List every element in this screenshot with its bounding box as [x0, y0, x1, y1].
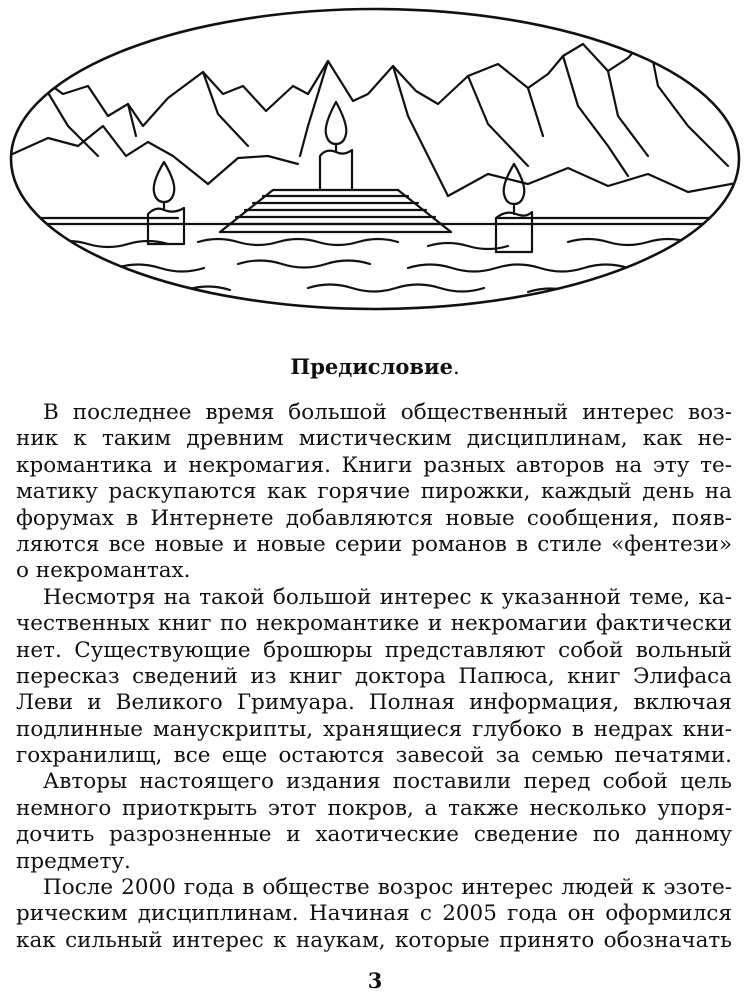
text-line: подлинные манускрипты, хранящиеся глубоко в недрах кни-	[16, 716, 732, 742]
text-line: немного приоткрыть этот покров, а также несколько упоря-	[16, 795, 732, 821]
mountains-icon	[8, 36, 742, 196]
text-line: дочить разрозненные и хаотические сведение по данному	[16, 822, 732, 848]
paragraph	[16, 400, 732, 585]
text-line: ник к таким древним мистическим дисциплинам, как не-	[16, 426, 732, 452]
text-line: форумах в Интернете добавляются новые сообщения, появ-	[16, 505, 732, 531]
text-line: В последнее время большой общественный интерес воз-	[43, 400, 732, 425]
staircase-icon	[220, 190, 451, 232]
section-title: Предисловие	[290, 354, 453, 379]
text-line: матику раскупаются как горячие пирожки, каждый день на	[16, 479, 732, 505]
illustration	[8, 6, 742, 312]
text-line: Несмотря на такой большой интерес к указанной теме, ка-	[43, 584, 732, 610]
text-line: ляются все новые и новые серии романов в стиле «фентези»	[16, 531, 732, 557]
body-text	[16, 400, 732, 954]
text-line: о некромантах.	[16, 558, 191, 584]
text-line: Леви и Великого Гримуара. Полная информация, включая	[16, 690, 732, 716]
text-line: После 2000 года в обществе возрос интерес людей к эзоте-	[43, 875, 732, 901]
text-line: предмету.	[16, 848, 131, 874]
text-line: нет. Существующие брошюры представляют собой вольный	[16, 637, 732, 663]
candle-icon	[148, 162, 184, 244]
paragraph	[16, 585, 732, 770]
page-number: 3	[367, 968, 383, 993]
text-line: как сильный интерес к наукам, которые принято обозначать	[16, 927, 732, 953]
water-waves-icon	[28, 239, 688, 296]
text-line: пересказ сведений из книг доктора Папюса, книг Элифаса	[16, 663, 732, 689]
title-period: .	[452, 355, 460, 379]
text-line: Авторы настоящего издания поставили перед собой цель	[43, 769, 732, 795]
candle-icon	[320, 102, 352, 189]
text-line: рическим дисциплинам. Начиная с 2005 года он оформился	[16, 901, 732, 927]
text-line: гохранилищ, все еще остаются завесой за семью печатями.	[16, 743, 732, 769]
section-heading	[0, 352, 750, 382]
paragraph	[16, 769, 732, 875]
text-line: кромантика и некромагия. Книги разных авторов на эту те-	[16, 452, 732, 478]
text-line: чественных книг по некромантике и некромагии фактически	[16, 611, 732, 637]
paragraph	[16, 875, 732, 954]
